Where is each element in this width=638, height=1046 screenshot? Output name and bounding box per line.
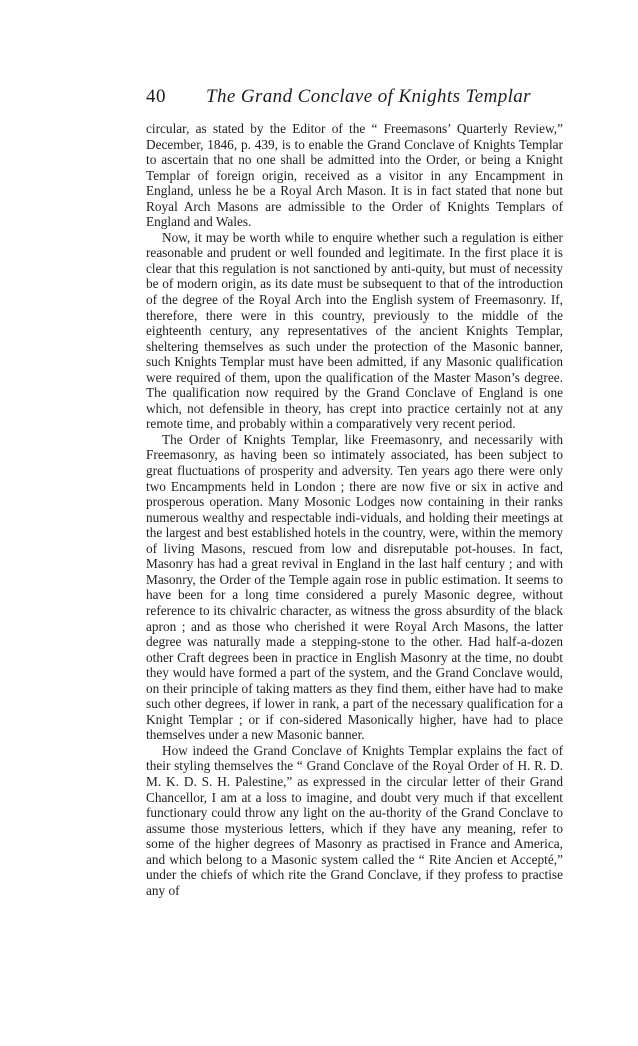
running-title: The Grand Conclave of Knights Templar: [206, 86, 531, 107]
paragraph-4: How indeed the Grand Conclave of Knights Templar explains the fact of their styling themselves the “ Grand Conclave of the Royal Order of H. R. D. M. K. D. S. H. Palestine,” as expressed in the circular letter of their Grand Chancellor, I am at a loss to imagine, and doubt very much if that excellent functionary could throw any light on the au-thority of the Grand Conclave to assume those mysterious letters, which if they have any meaning, refer to some of the higher degrees of Masonry as practised in France and America, and which belong to a Masonic system called the “ Rite Ancien et Accepté,” under the chiefs of which rite the Grand Conclave, if they profess to practise any of: [146, 742, 563, 898]
paragraph-2: Now, it may be worth while to enquire whether such a regulation is either reasonable and prudent or well founded and legitimate. In the first place it is clear that this regulation is not sanctioned by anti-quity, but must of necessity be of modern origin, as its date must be subsequent to that of the introduction of the degree of the Royal Arch into the English system of Freemasonry. If, therefore, there were in this country, previously to the middle of the eighteenth century, any representatives of the ancient Knights Templar, sheltering themselves as such under the protection of the Masonic banner, such Knights Templar must have been admitted, if any Masonic qualification were required of them, upon the qualification of the Master Mason’s degree. The qualification now required by the Grand Conclave of England is one which, not defensible in theory, has crept into practice certainly not at any remote time, and probably within a comparatively very recent period.: [146, 229, 563, 432]
page-number: 40: [146, 86, 166, 107]
paragraph-1: circular, as stated by the Editor of the “ Freemasons’ Quarterly Review,” December, 1846, p. 439, is to enable the Grand Conclave of Knights Templar to ascertain that no one shall be admitted into the Order, or being a Knight Templar of foreign origin, received as a visitor in any Encampment in England, unless he be a Royal Arch Mason. It is in fact stated that none but Royal Arch Masons are admissible to the Order of Knights Templars of England and Wales.: [146, 121, 563, 230]
page-header: [146, 86, 566, 112]
body-text: [146, 121, 563, 898]
paragraph-3: The Order of Knights Templar, like Freemasonry, and necessarily with Freemasonry, as having been so intimately associated, has been subject to great fluctuations of prosperity and adversity. Ten years ago there were only two Encampments held in London ; there are now five or six in active and prosperous operation. Many Mosonic Lodges now containing in their ranks numerous wealthy and respectable indi-viduals, and holding their meetings at the largest and best established hotels in the country, were, within the memory of living Masons, rescued from low and disreputable pot-houses. In fact, Masonry has had a great revival in England in the last half century ; and with Masonry, the Order of the Temple again rose in public estimation. It seems to have been for a long time considered a purely Masonic degree, without reference to its chivalric character, as witness the gross absurdity of the black apron ; and as those who cherished it were Royal Arch Masons, the latter degree was naturally made a stepping-stone to the other. Had half-a-dozen other Craft degrees been in practice in English Masonry at the time, no doubt they would have formed a part of the system, and the Grand Conclave would, on their principle of taking matters as they find them, either have had to make such other degrees, if lower in rank, a part of the necessary qualification for a Knight Templar ; or if con-sidered Masonically higher, have had to place themselves under a new Masonic banner.: [146, 431, 563, 743]
